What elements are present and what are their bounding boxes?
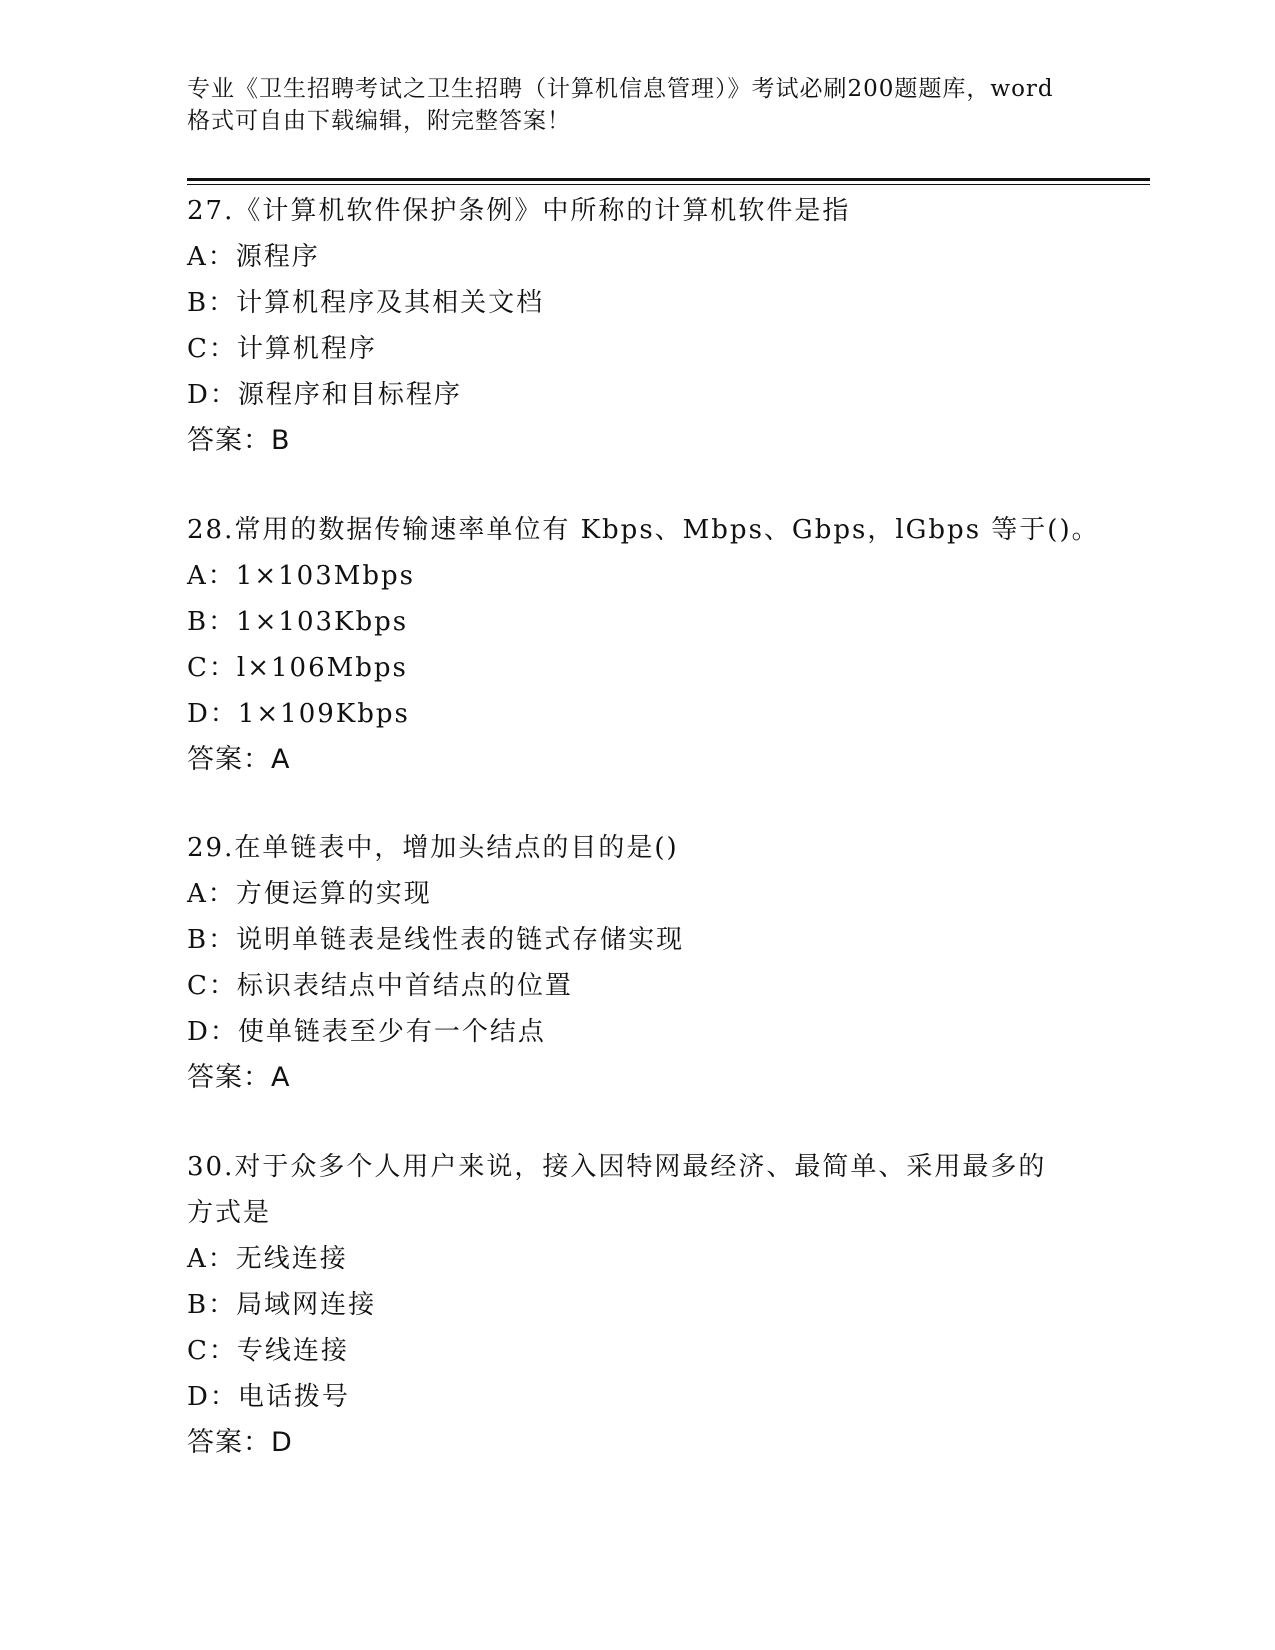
header-line-2: 格式可自由下载编辑，附完整答案！ <box>187 108 571 134</box>
document-header <box>187 73 1087 137</box>
option-a: A：源程序 <box>187 242 320 272</box>
option-c: C：专线连接 <box>187 1336 349 1366</box>
option-d: D：使单链表至少有一个结点 <box>187 1017 546 1047</box>
question-title: 30.对于众多个人用户来说，接入因特网最经济、最简单、采用最多的方式是 <box>187 1152 1047 1228</box>
question-27 <box>187 188 1087 464</box>
option-b: B：计算机程序及其相关文档 <box>187 288 545 318</box>
option-c: C：l×106Mbps <box>187 653 408 683</box>
option-d: D：电话拨号 <box>187 1382 350 1412</box>
option-b: B：说明单链表是线性表的链式存储实现 <box>187 925 685 955</box>
option-b: B：1×103Kbps <box>187 607 409 637</box>
header-line-1: 专业《卫生招聘考试之卫生招聘（计算机信息管理）》考试必刷200题题库，word <box>187 76 1054 102</box>
header-divider-thin <box>187 184 1150 185</box>
option-c: C：标识表结点中首结点的位置 <box>187 971 573 1001</box>
option-a: A：方便运算的实现 <box>187 879 432 909</box>
option-b: B：局域网连接 <box>187 1290 377 1320</box>
answer: 答案：A <box>187 744 291 775</box>
option-d: D：1×109Kbps <box>187 699 410 729</box>
question-title: 28.常用的数据传输速率单位有 Kbps、Mbps、Gbps，lGbps 等于()。 <box>187 515 1100 545</box>
question-title: 29.在单链表中，增加头结点的目的是() <box>187 833 679 863</box>
option-a: A：1×103Mbps <box>187 561 415 591</box>
question-29 <box>187 825 1087 1101</box>
option-d: D：源程序和目标程序 <box>187 380 462 410</box>
answer: 答案：A <box>187 1062 291 1093</box>
option-a: A：无线连接 <box>187 1244 348 1274</box>
answer: 答案：B <box>187 425 291 456</box>
question-title: 27.《计算机软件保护条例》中所称的计算机软件是指 <box>187 196 851 226</box>
answer: 答案：D <box>187 1427 293 1458</box>
question-28 <box>187 507 1100 783</box>
option-c: C：计算机程序 <box>187 334 377 364</box>
question-30 <box>187 1144 1087 1466</box>
header-divider-thick <box>187 178 1150 181</box>
